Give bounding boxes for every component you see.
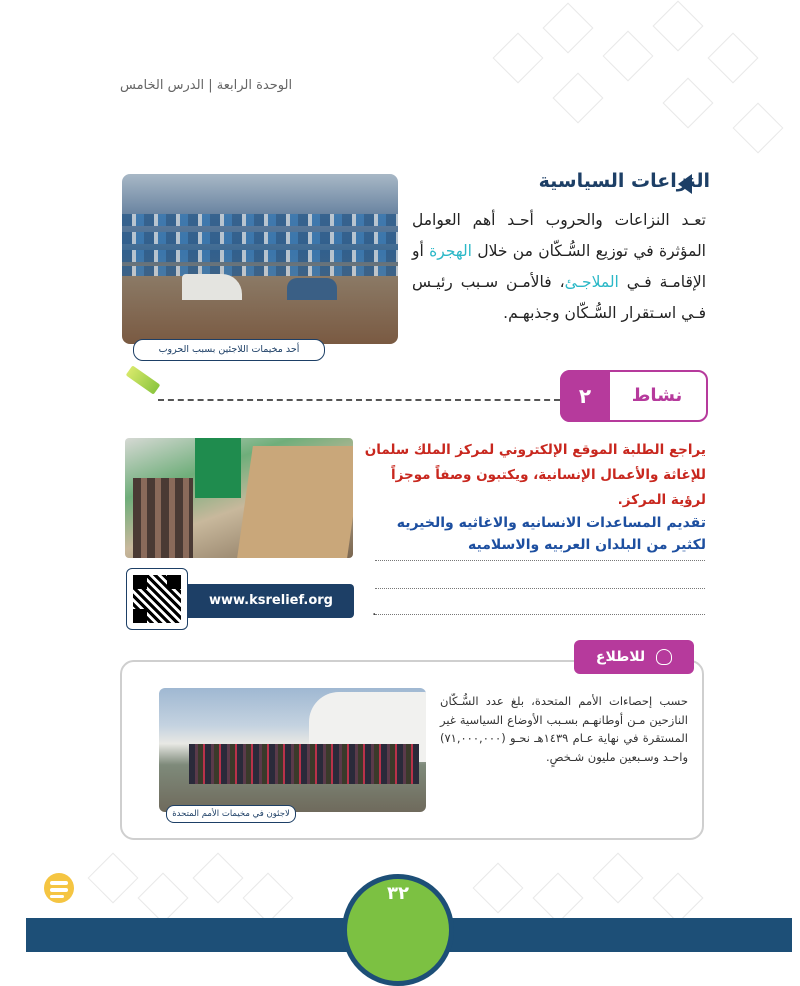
pattern-diamond <box>493 33 544 84</box>
pattern-diamond <box>533 873 584 924</box>
activity-label: نشاط <box>631 385 683 406</box>
activity-instruction: يراجع الطلبة الموقع الإلكتروني لمركز الملك سلمان للإغاثة والأعمال الإنسانية، ويكتبون وصفاً موجزاً لرؤية المركز. <box>364 442 706 508</box>
pattern-diamond <box>543 3 594 54</box>
dashed-divider <box>158 399 560 401</box>
paragraph-text: ، فالأمـن سـبب رئيـس فـي اسـتقرار السُّـكّان وجذبهـم. <box>412 273 706 322</box>
paragraph-text: تعـد النزاعات والحروب أحـد أهم العوامل المؤثرة في توزيع السُّـكّان من خلال <box>412 211 706 260</box>
page-number: ٣٢ <box>387 883 409 904</box>
info-text: حسب إحصاءات الأمم المتحدة، بلغ عدد السُّـكّان النازحين مـن أوطانهـم بسـبب الأوضاع السياسية غير المستقرة في نهاية عـام ١٤٣٩هـ نحـو (٧١,٠٠٠,٠٠٠) واحـد وسـبعين مليون شـخصٍ. <box>440 694 688 764</box>
paragraph-text: أو الإقامـة فـي <box>412 242 706 291</box>
answer-line <box>375 614 705 615</box>
end-dot: . <box>372 603 377 619</box>
activity-number: ٢ <box>560 370 610 422</box>
qr-code[interactable] <box>126 568 188 630</box>
pattern-diamond <box>88 853 139 904</box>
pattern-diamond <box>138 873 189 924</box>
activity-answer: تقديم المساعدات الانسانيه والاغاثيه والخيريه لكثير من البلدان العربيه والاسلاميه <box>396 515 706 553</box>
section-paragraph <box>412 205 706 329</box>
highlight-migration: الهجرة <box>429 242 472 260</box>
un-camp-photo <box>159 688 426 812</box>
pattern-diamond <box>653 873 704 924</box>
section-title: النزاعات السياسية <box>538 170 710 192</box>
info-tab <box>574 640 694 674</box>
pattern-diamond <box>473 863 524 914</box>
pattern-diamond <box>553 73 604 124</box>
info-tab-label: للاطلاع <box>595 649 646 665</box>
lightbulb-icon <box>656 649 672 665</box>
website-link[interactable]: www.ksrelief.org <box>188 584 354 618</box>
pattern-diamond <box>603 31 654 82</box>
breadcrumb: الوحدة الرابعة | الدرس الخامس <box>120 78 293 93</box>
highlight-shelters: الملاجـئ <box>564 273 619 291</box>
photo-caption: أحد مخيمات اللاجئين بسبب الحروب <box>133 339 325 361</box>
pattern-diamond <box>663 78 714 129</box>
pattern-diamond <box>733 103 784 154</box>
relief-aid-photo <box>125 438 353 558</box>
pattern-diamond <box>593 853 644 904</box>
pattern-diamond <box>243 873 294 924</box>
answer-line <box>375 588 705 589</box>
pattern-diamond <box>653 1 704 52</box>
publisher-logo-icon <box>40 868 78 906</box>
photo-caption: لاجئون في مخيمات الأمم المتحدة <box>166 805 296 823</box>
pattern-diamond <box>708 33 759 84</box>
pattern-diamond <box>193 853 244 904</box>
refugee-camp-photo <box>122 174 398 344</box>
pencil-icon <box>126 365 161 394</box>
answer-line <box>375 560 705 561</box>
